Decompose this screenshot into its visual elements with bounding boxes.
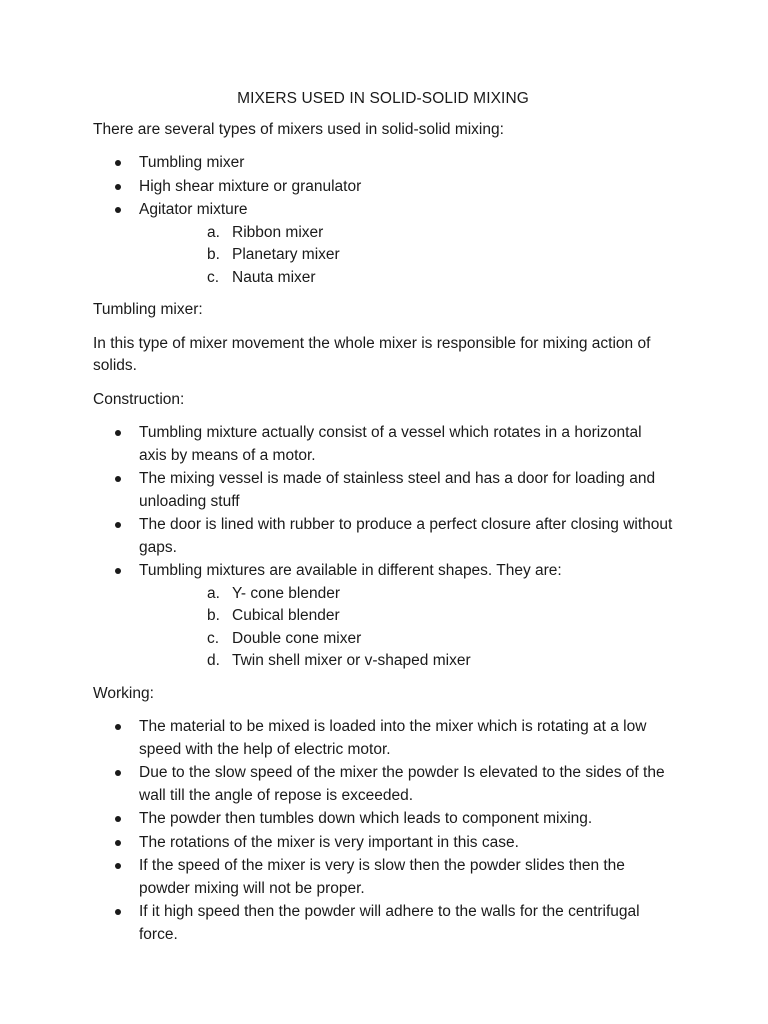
document-page	[93, 88, 673, 956]
mixer-types-list	[93, 152, 673, 289]
list-item-text: The door is lined with rubber to produce a perfect closure after closing without gaps.	[139, 516, 673, 556]
bullet-icon	[115, 522, 121, 528]
list-item	[93, 716, 673, 761]
list-item-text: The mixing vessel is made of stainless steel and has a door for loading and unloading stuff	[139, 470, 656, 510]
list-item	[93, 468, 673, 513]
sub-list-item-text: Double cone mixer	[232, 629, 362, 647]
list-marker: a.	[207, 584, 220, 602]
list-marker: c.	[207, 268, 220, 286]
sub-list-item	[139, 267, 673, 290]
agitator-subtypes-list	[139, 222, 673, 290]
construction-list	[93, 422, 673, 673]
bullet-icon	[115, 568, 121, 574]
tumbling-description: In this type of mixer movement the whole mixer is responsible for mixing action of solids.	[93, 334, 651, 374]
sub-list-item-text: Planetary mixer	[232, 246, 340, 263]
intro-paragraph: There are several types of mixers used in solid-solid mixing:	[93, 120, 504, 138]
sub-list-item	[139, 650, 673, 673]
list-item-text: The powder then tumbles down which leads to component mixing.	[139, 810, 593, 827]
list-item	[93, 901, 673, 946]
list-item-text: High shear mixture or granulator	[139, 177, 362, 195]
list-item-text: Tumbling mixtures are available in different shapes. They are:	[139, 562, 562, 579]
sub-list-item	[139, 628, 673, 651]
list-marker: d.	[207, 652, 220, 669]
list-item-text: If it high speed then the powder will adhere to the walls for the centrifugal force.	[139, 903, 640, 943]
list-marker: b.	[207, 607, 220, 624]
construction-heading: Construction:	[93, 390, 185, 408]
shapes-list	[139, 583, 673, 673]
bullet-icon	[115, 770, 121, 776]
list-marker: b.	[207, 246, 220, 263]
sub-list-item	[139, 222, 673, 245]
list-item-text: Agitator mixture	[139, 201, 248, 218]
document-title: MIXERS USED IN SOLID-SOLID MIXING	[237, 90, 529, 107]
list-item	[93, 808, 673, 831]
bullet-icon	[115, 160, 121, 166]
list-item	[93, 176, 673, 199]
bullet-icon	[115, 840, 121, 846]
list-item-text: The material to be mixed is loaded into the mixer which is rotating at a low speed with the help of electric motor.	[139, 718, 647, 758]
bullet-icon	[115, 909, 121, 915]
sub-list-item-text: Y- cone blender	[232, 584, 341, 602]
bullet-icon	[115, 863, 121, 869]
list-item	[93, 560, 673, 673]
list-item	[93, 152, 673, 175]
sub-list-item-text: Twin shell mixer or v-shaped mixer	[232, 652, 471, 669]
working-list	[93, 716, 673, 946]
sub-list-item	[139, 605, 673, 628]
sub-list-item	[139, 244, 673, 267]
list-marker: c.	[207, 629, 220, 647]
bullet-icon	[115, 430, 121, 436]
sub-list-item-text: Nauta mixer	[232, 268, 316, 286]
bullet-icon	[115, 816, 121, 822]
list-item	[93, 832, 673, 855]
list-marker: a.	[207, 223, 220, 241]
list-item-text: Tumbling mixer	[139, 154, 245, 171]
bullet-icon	[115, 476, 121, 482]
list-item	[93, 199, 673, 289]
list-item-text: Due to the slow speed of the mixer the powder Is elevated to the sides of the wall till the angle of repose is exceeded.	[139, 764, 665, 804]
list-item	[93, 762, 673, 807]
sub-list-item	[139, 583, 673, 606]
list-item	[93, 422, 673, 467]
bullet-icon	[115, 207, 121, 213]
tumbling-heading: Tumbling mixer:	[93, 301, 203, 318]
list-item	[93, 514, 673, 559]
list-item-text: Tumbling mixture actually consist of a vessel which rotates in a horizontal axis by means of a motor.	[139, 424, 642, 464]
list-item	[93, 855, 673, 900]
list-item-text: If the speed of the mixer is very is slow then the powder slides then the powder mixing will not be proper.	[139, 857, 625, 897]
list-item-text: The rotations of the mixer is very important in this case.	[139, 833, 519, 851]
bullet-icon	[115, 724, 121, 730]
sub-list-item-text: Cubical blender	[232, 607, 340, 624]
working-heading: Working:	[93, 684, 154, 702]
bullet-icon	[115, 184, 121, 190]
sub-list-item-text: Ribbon mixer	[232, 223, 324, 241]
